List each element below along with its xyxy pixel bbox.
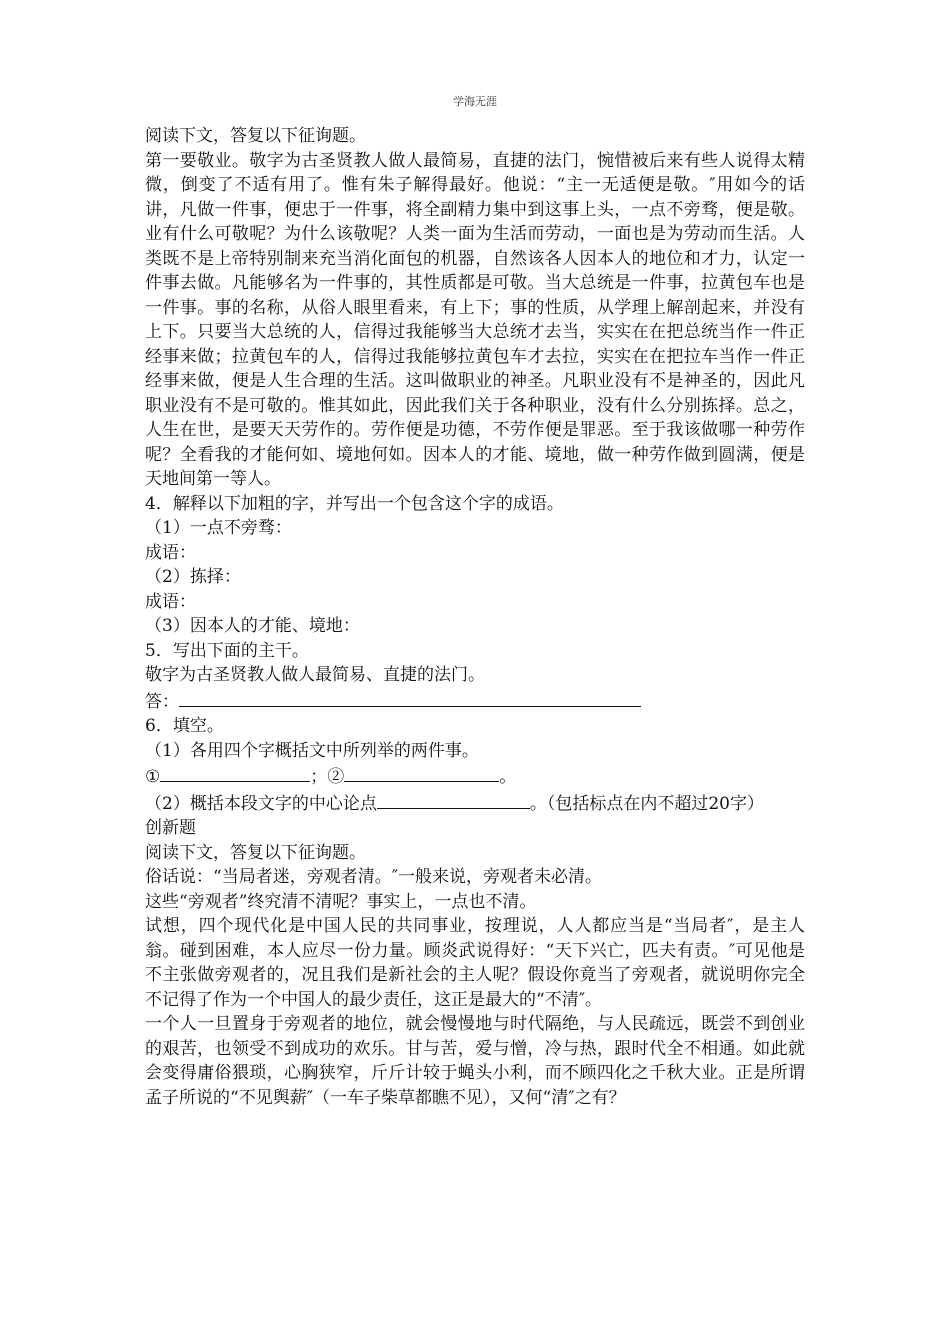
answer-blank[interactable] xyxy=(179,688,641,707)
q4-item1: （1）一点不旁骛： xyxy=(145,518,292,538)
q6-mark2: ② xyxy=(327,767,345,787)
q6-blank-1[interactable] xyxy=(160,763,310,782)
q6-blank-3[interactable] xyxy=(377,790,530,809)
q6-sep: ； xyxy=(310,767,328,787)
q6-end: 。 xyxy=(499,767,517,787)
section2-title: 创新题 xyxy=(145,818,196,838)
section2-p1: 俗话说：“当局者迷，旁观者清。″一般来说，旁观者未必清。 xyxy=(145,867,603,887)
q6-item1: （1）各用四个字概括文中所列举的两件事。 xyxy=(145,740,479,761)
q6-item2-suffix: 。（包括标点在内不超过20字） xyxy=(529,793,764,814)
page-header: 学海无涯 xyxy=(453,95,497,108)
q6-title: 6．填空。 xyxy=(145,716,224,736)
q5-answer-line xyxy=(145,688,805,715)
q6-item2 xyxy=(145,790,805,817)
q5-answer-label: 答： xyxy=(145,691,179,712)
section2-p4: 一个人一旦置身于旁观者的地位，就会慢慢地与时代隔绝，与人民疏远，既尝不到创业的艰苦，也领受不到成功的欢乐。甘与苦，爱与憎，冷与热，跟时代全不相通。如此就会变得庸俗猥琐，心胸狭窄，斤斤计较于蝇头小利，而不顾四化之千秋大业。正是所谓孟子所说的“不见舆薪″（一车子柴草都瞧不见），又何“清″之有？ xyxy=(145,1014,805,1108)
section2-intro: 阅读下文，答复以下征询题。 xyxy=(145,842,366,863)
q4-idiom2: 成语： xyxy=(145,591,196,612)
document-body xyxy=(145,124,805,1110)
section2-p2: 这些“旁观者”终究清不清呢？事实上，一点也不清。 xyxy=(145,891,537,912)
q4-idiom1: 成语： xyxy=(145,542,196,563)
q4-title: 4．解释以下加粗的字，并写出一个包含这个字的成语。 xyxy=(145,493,564,514)
section2-p3: 试想，四个现代化是中国人民的共同事业，按理说，人人都应当是“当局者″，是主人翁。碰到困难，本人应尽一份力量。顾炎武说得好：“天下兴亡，匹夫有责。″可见他是不主张做旁观者的，况且我们是新社会的主人呢？假设你竟当了旁观者，就说明你完全不记得了作为一个中国人的最少责任，这正是最大的“不清″。 xyxy=(145,916,805,1010)
q6-item2-prefix: （2）概括本段文字的中心论点 xyxy=(145,793,377,814)
q5-sentence: 敬字为古圣贤教人做人最简易、直捷的法门。 xyxy=(145,665,485,685)
section1-intro: 阅读下文，答复以下征询题。 xyxy=(145,126,366,146)
q6-mark1: ① xyxy=(145,767,161,787)
section1-passage: 第一要敬业。敬字为古圣贤教人做人最简易，直捷的法门，惋惜被后来有些人说得太精微，倒变了不适有用了。惟有朱子解得最好。他说：“主一无适便是敬。″用如今的话讲，凡做一件事，便忠于一件事，将全副精力集中到这事上头，一点不旁骛，便是敬。业有什么可敬呢？为什么该敬呢？人类一面为生活而劳动，一面也是为劳动而生活。人类既不是上帝特别制来充当消化面包的机器，自然该各人因本人的地位和才力，认定一件事去做。凡能够名为一件事的，其性质都是可敬。当大总统是一件事，拉黄包车也是一件事。事的名称，从俗人眼里看来，有上下；事的性质，从学理上解剖起来，并没有上下。只要当大总统的人，信得过我能够当大总统才去当，实实在在把总统当作一件正经事来做；拉黄包车的人，信得过我能够拉黄包车才去拉，实实在在把拉车当作一件正经事来做，便是人生合理的生活。这叫做职业的神圣。凡职业没有不是神圣的，因此凡职业没有不是可敬的。惟其如此，因此我们关于各种职业，没有什么分别拣择。总之，人生在世，是要天天劳作的。劳作便是功德，不劳作便是罪恶。至于我该做哪一种劳作呢？全看我的才能何如、境地何如。因本人的才能、境地，做一种劳作做到圆满，便是天地间第一等人。 xyxy=(145,150,805,489)
q6-blank-2[interactable] xyxy=(344,763,499,782)
q5-title: 5．写出下面的主干。 xyxy=(145,640,309,661)
q6-blanks-line xyxy=(145,763,805,790)
q4-item3: （3）因本人的才能、境地： xyxy=(145,616,360,636)
q4-item2: （2）拣择： xyxy=(145,567,241,587)
